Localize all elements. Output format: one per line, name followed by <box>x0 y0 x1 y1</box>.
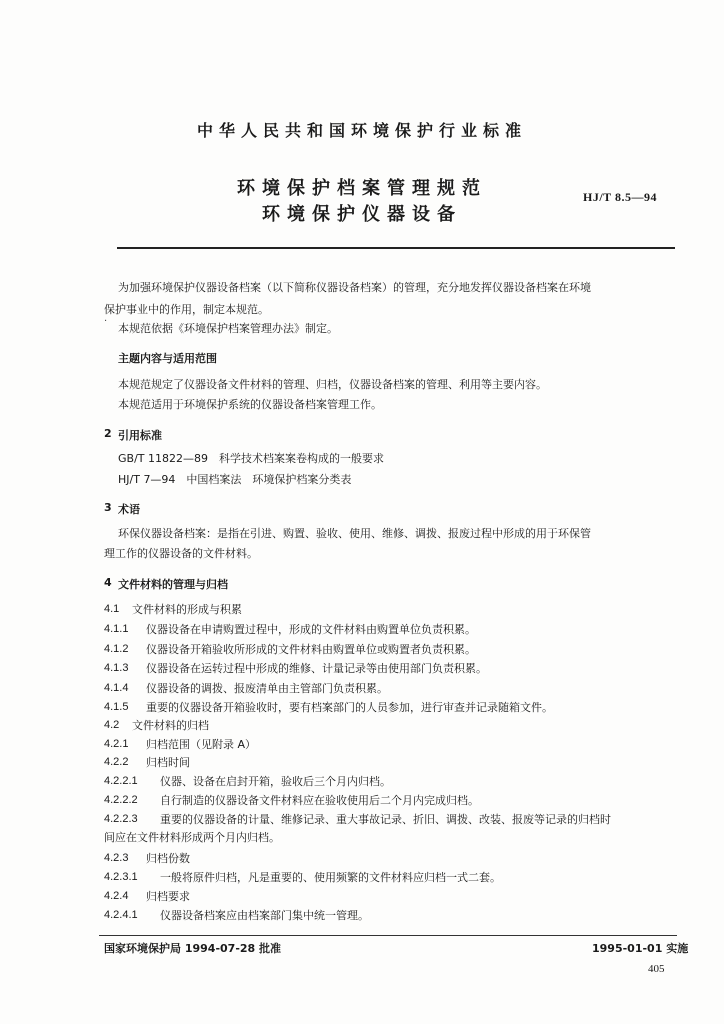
item-continuation: 间应在文件材料形成两个月内归档。 <box>104 831 280 844</box>
issuer-title: 中华人民共和国环境保护行业标准 <box>196 121 527 140</box>
section-2-heading: 引用标准 <box>118 429 162 442</box>
item-text: 仪器设备在运转过程中形成的维修、计量记录等由使用部门负责积累。 <box>146 662 487 675</box>
item-number: 4.2.2.3 <box>104 813 138 825</box>
section-3-line-2: 理工作的仪器设备的文件材料。 <box>104 547 258 560</box>
item-text: 文件材料的归档 <box>132 719 209 732</box>
section-1-heading: 主题内容与适用范围 <box>118 352 217 365</box>
item-number: 4.2.1 <box>104 738 129 750</box>
section-3-number: 3 <box>104 501 112 514</box>
title-divider <box>117 247 675 249</box>
item-number: 4.1.3 <box>104 662 129 674</box>
item-number: 4.1.1 <box>104 623 129 635</box>
item-text: 归档要求 <box>146 890 190 903</box>
section-4-number: 4 <box>104 576 112 589</box>
item-number: 4.1.4 <box>104 682 129 694</box>
item-number: 4.2.3.1 <box>104 871 138 883</box>
item-number: 4.2.3 <box>104 852 129 864</box>
approval-info: 国家环境保护局 1994-07-28 批准 <box>104 942 282 955</box>
effective-date: 1995-01-01 实施 <box>592 942 689 955</box>
item-text: 仪器设备在申请购置过程中，形成的文件材料由购置单位负责积累。 <box>146 623 476 636</box>
item-text: 重要的仪器设备开箱验收时，要有档案部门的人员参加，进行审查并记录随箱文件。 <box>146 701 553 714</box>
item-text: 归档时间 <box>146 756 190 769</box>
item-number: 4.2.4.1 <box>104 909 138 921</box>
item-text: 文件材料的形成与积累 <box>132 603 242 616</box>
item-number: 4.1 <box>104 603 120 615</box>
item-number: 4.2.4 <box>104 890 129 902</box>
item-number: 4.1.5 <box>104 701 129 713</box>
section-2-line-1: GB/T 11822—89 科学技术档案案卷构成的一般要求 <box>118 452 384 465</box>
section-3-line-1: 环保仪器设备档案：是指在引进、购置、验收、使用、维修、调拨、报废过程中形成的用于环保管 <box>118 527 591 540</box>
section-1-line-1: 本规范规定了仪器设备文件材料的管理、归档，仪器设备档案的管理、利用等主要内容。 <box>118 378 547 391</box>
item-text: 仪器设备档案应由档案部门集中统一管理。 <box>160 909 369 922</box>
section-1-line-2: 本规范适用于环境保护系统的仪器设备档案管理工作。 <box>118 398 382 411</box>
section-2-line-2: HJ/T 7—94 中国档案法 环境保护档案分类表 <box>118 473 352 486</box>
intro-line-2: 保护事业中的作用，制定本规范。 <box>104 303 269 316</box>
document-title-line2: 环境保护仪器设备 <box>262 204 462 225</box>
item-number: 4.2.2.1 <box>104 775 138 787</box>
item-text: 一般将原件归档，凡是重要的、使用频繁的文件材料应归档一式二套。 <box>160 871 501 884</box>
footer-divider <box>99 935 677 936</box>
item-number: 4.2.2 <box>104 756 129 768</box>
page-number: 405 <box>648 963 665 975</box>
scan-mark: · <box>104 316 108 327</box>
section-4-heading: 文件材料的管理与归档 <box>118 578 228 591</box>
item-text: 归档份数 <box>146 852 190 865</box>
item-number: 4.1.2 <box>104 643 129 655</box>
item-number: 4.2 <box>104 719 120 731</box>
item-text: 仪器设备的调拨、报废清单由主管部门负责积累。 <box>146 682 388 695</box>
item-text: 重要的仪器设备的计量、维修记录、重大事故记录、折旧、调拨、改装、报废等记录的归档时 <box>160 813 611 826</box>
document-title-line1: 环境保护档案管理规范 <box>237 178 487 199</box>
section-3-heading: 术语 <box>118 503 140 516</box>
section-2-number: 2 <box>104 427 112 440</box>
intro-line-1: 为加强环境保护仪器设备档案（以下简称仪器设备档案）的管理，充分地发挥仪器设备档案在环境 <box>118 281 591 294</box>
standard-code: HJ/T 8.5—94 <box>583 190 657 204</box>
item-text: 仪器、设备在启封开箱，验收后三个月内归档。 <box>160 775 391 788</box>
item-text: 归档范围（见附录 A） <box>146 738 257 751</box>
item-text: 自行制造的仪器设备文件材料应在验收使用后二个月内完成归档。 <box>160 794 479 807</box>
intro-line-3: 本规范依据《环境保护档案管理办法》制定。 <box>118 322 338 335</box>
item-text: 仪器设备开箱验收所形成的文件材料由购置单位或购置者负责积累。 <box>146 643 476 656</box>
item-number: 4.2.2.2 <box>104 794 138 806</box>
